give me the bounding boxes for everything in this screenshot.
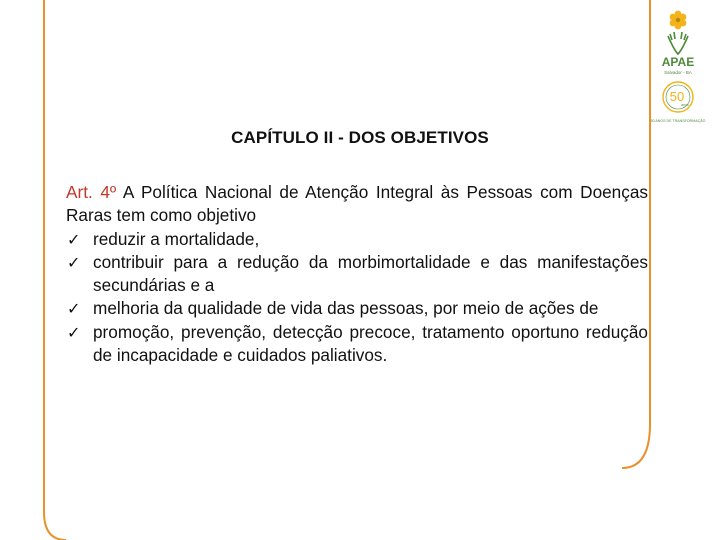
article-body xyxy=(66,181,648,367)
chapter-title: CAPÍTULO II - DOS OBJETIVOS xyxy=(231,128,489,147)
svg-text:50 ANOS DE TRANSFORMAÇÃO: 50 ANOS DE TRANSFORMAÇÃO xyxy=(650,119,706,123)
list-item xyxy=(66,251,648,298)
checkmark-icon: ✓ xyxy=(67,299,81,319)
svg-text:Salvador - BA: Salvador - BA xyxy=(664,70,692,75)
list-item-text: contribuir para a redução da morbimortalidade e das manifestações secundárias e a xyxy=(93,251,648,296)
checkmark-icon: ✓ xyxy=(67,229,81,249)
checkmark-icon: ✓ xyxy=(67,252,81,272)
svg-text:anos: anos xyxy=(681,103,689,107)
flower-icon xyxy=(670,11,687,30)
apae-logo xyxy=(650,10,716,132)
svg-text:50: 50 xyxy=(669,89,685,104)
checkmark-icon: ✓ xyxy=(67,322,81,342)
hands-icon xyxy=(668,32,688,54)
list-item-text: reduzir a mortalidade, xyxy=(93,228,260,249)
list-item-text: melhoria da qualidade de vida das pessoas, por meio de ações de xyxy=(93,298,599,319)
article-intro xyxy=(66,181,648,228)
svg-text:APAE: APAE xyxy=(661,55,695,69)
list-item-text: promoção, prevenção, detecção precoce, tratamento oportuno redução de incapacidade e cuidados paliativos. xyxy=(93,321,648,366)
objectives-list xyxy=(66,228,648,368)
list-item xyxy=(66,321,648,368)
list-item xyxy=(66,228,648,251)
article-intro-text: A Política Nacional de Atenção Integral às Pessoas com Doenças Raras tem como objetivo xyxy=(66,182,648,226)
article-label: Art. 4º xyxy=(66,182,117,202)
list-item xyxy=(66,297,648,320)
